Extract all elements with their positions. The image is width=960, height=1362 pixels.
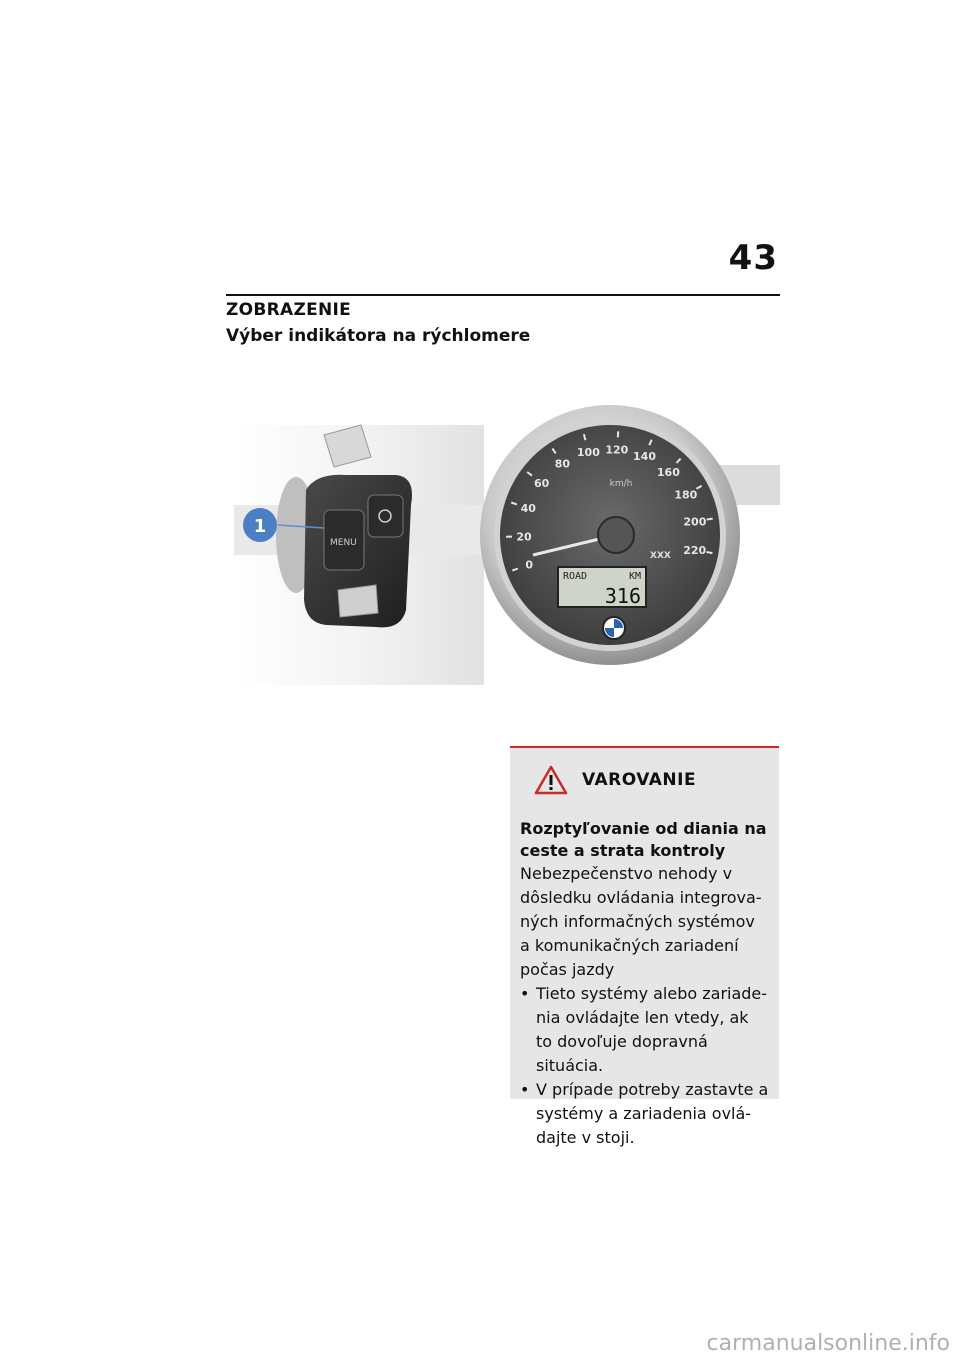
- warning-text-line: ných informačných systémov: [520, 912, 755, 931]
- handlebar-switch-image: [234, 425, 484, 685]
- speed-tick-label: 120: [605, 443, 629, 457]
- warning-text-line: a komunikačných zariadení: [520, 936, 739, 955]
- needle-hub: [598, 517, 634, 553]
- page-number: 43: [728, 238, 778, 278]
- warning-list: [520, 982, 769, 1150]
- warning-label: VAROVANIE: [582, 770, 697, 790]
- warning-bullet: • V prípade potreby zastavte a systémy a zariadenia ovlá-dajte v stoji.: [520, 1078, 769, 1150]
- warning-bullet: • Tieto systémy alebo zariade-nia ovládajte len vtedy, ak to dovoľuje dopravná situácia.: [520, 982, 769, 1078]
- speed-tick-mark: [707, 552, 713, 553]
- speed-tick-label: 180: [674, 488, 698, 502]
- menu-button-label: MENU: [330, 538, 357, 548]
- speed-tick-label: 60: [533, 476, 550, 490]
- speedometer-image: [480, 395, 780, 715]
- speed-tick-label: 160: [656, 465, 680, 479]
- speed-tick-label: 100: [576, 445, 600, 459]
- hub-label: XXX: [650, 551, 671, 561]
- warning-box: [510, 746, 779, 1147]
- warning-text-line: počas jazdy: [520, 960, 615, 979]
- speed-tick-label: 220: [683, 543, 707, 557]
- warning-triangle-icon: [534, 765, 568, 795]
- warning-text-line: Nebezpečenstvo nehody v: [520, 864, 733, 883]
- speed-tick-label: 140: [633, 450, 656, 464]
- warning-text-line: dôsledku ovládania integrova-: [520, 888, 762, 907]
- speed-tick-label: 20: [516, 530, 532, 544]
- lcd-value: 316: [604, 584, 641, 608]
- speed-unit: km/h: [609, 479, 633, 489]
- callout-number: 1: [253, 516, 267, 537]
- speed-tick-mark: [707, 519, 713, 520]
- figure: [226, 395, 780, 715]
- header-rule: [226, 294, 780, 296]
- speed-tick-label: 40: [520, 502, 536, 516]
- warning-title: Rozptyľovanie od diania na ceste a strata kontroly: [520, 819, 767, 860]
- lcd-mode: ROAD: [563, 571, 588, 582]
- warning-text: [520, 862, 769, 982]
- speed-tick-label: 0: [525, 558, 534, 572]
- speed-tick-label: 80: [554, 457, 571, 471]
- watermark: carmanualsonline.info: [706, 1331, 950, 1356]
- lcd-unit: KM: [629, 571, 642, 582]
- section-title: ZOBRAZENIE: [226, 300, 352, 320]
- subsection-title: Výber indikátora na rýchlomere: [226, 326, 531, 346]
- speed-tick-label: 200: [683, 515, 707, 529]
